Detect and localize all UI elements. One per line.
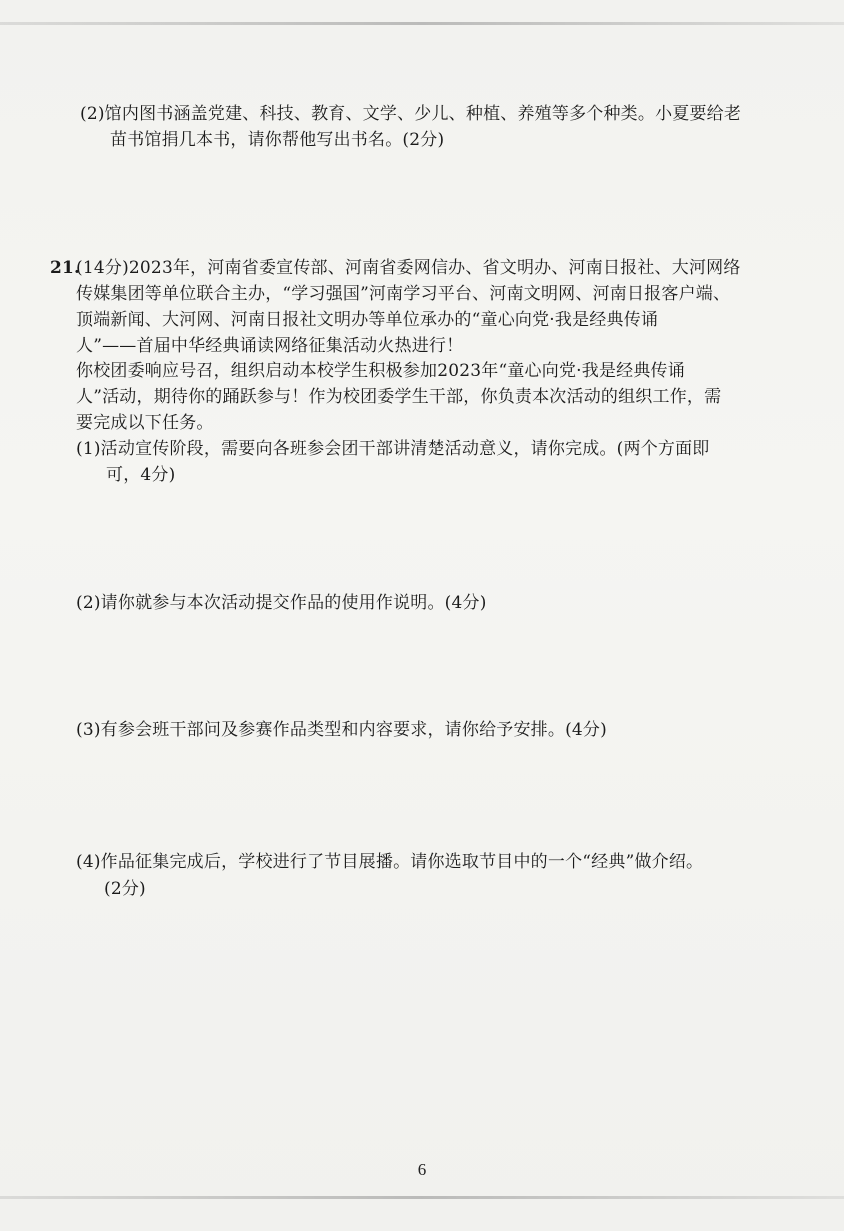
q20-part2-line2: 苗书馆捐几本书，请你帮他写出书名。(2分) (110, 130, 445, 150)
scan-edge-bottom (0, 1196, 844, 1199)
q21-sub3: (3)有参会班干部问及参赛作品类型和内容要求，请你给予安排。(4分) (76, 720, 607, 740)
q21-task-line1: 你校团委响应号召，组织启动本校学生积极参加2023年“童心向党·我是经典传诵 (76, 361, 685, 381)
q21-sub2: (2)请你就参与本次活动提交作品的使用作说明。(4分) (76, 593, 487, 613)
q21-intro-line3: 顶端新闻、大河网、河南日报社文明办等单位承办的“童心向党·我是经典传诵 (76, 310, 659, 330)
q21-number: 21. (50, 258, 81, 278)
q21-sub1-line2: 可，4分) (106, 465, 176, 485)
scan-edge-top (0, 22, 844, 25)
q21-sub1-line1: (1)活动宣传阶段，需要向各班参会团干部讲清楚活动意义，请你完成。(两个方面即 (76, 439, 710, 459)
q21-intro-line2: 传媒集团等单位联合主办，“学习强国”河南学习平台、河南文明网、河南日报客户端、 (76, 284, 731, 304)
q21-intro-line4: 人”——首届中华经典诵读网络征集活动火热进行！ (76, 336, 464, 356)
q21-sub4-line1: (4)作品征集完成后，学校进行了节目展播。请你选取节目中的一个“经典”做介绍。 (76, 852, 704, 872)
q21-sub4-line2: (2分) (104, 879, 146, 899)
q21-task-line3: 要完成以下任务。 (76, 413, 214, 433)
q21-intro-line1: (14分)2023年，河南省委宣传部、河南省委网信办、省文明办、河南日报社、大河网络 (76, 258, 741, 278)
page-number: 6 (417, 1160, 427, 1179)
q21-task-line2: 人”活动，期待你的踊跃参与！作为校团委学生干部，你负责本次活动的组织工作，需 (76, 387, 722, 407)
q20-part2-line1: (2)馆内图书涵盖党建、科技、教育、文学、少儿、种植、养殖等多个种类。小夏要给老 (80, 104, 742, 124)
